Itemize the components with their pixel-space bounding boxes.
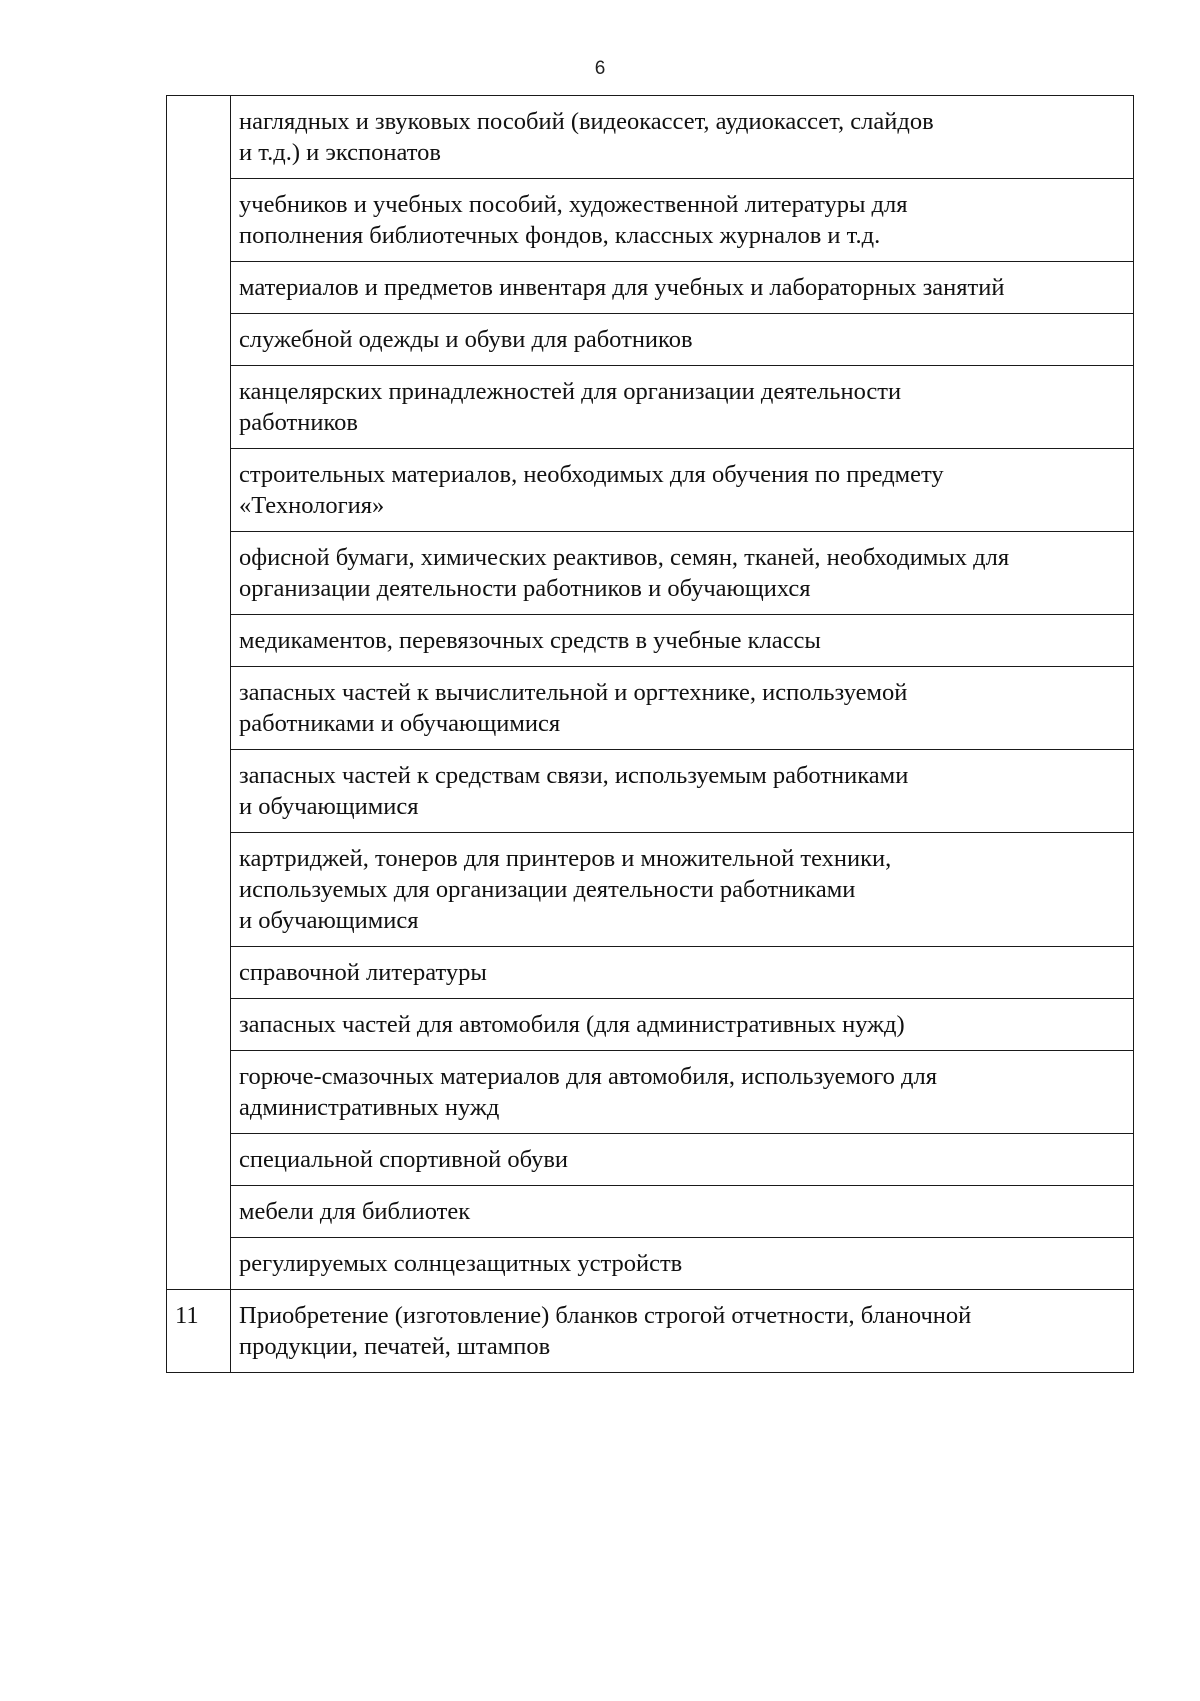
row-description-cell <box>231 1134 1134 1186</box>
row-description-line: регулируемых солнцезащитных устройств <box>239 1250 683 1277</box>
row-description-line: и т.д.) и экспонатов <box>239 139 441 166</box>
page-number: 6 <box>594 58 606 79</box>
row-description-line: запасных частей к вычислительной и оргтехнике, используемой <box>239 679 908 706</box>
row-description-line: медикаментов, перевязочных средств в учебные классы <box>239 627 821 654</box>
row-description-line: учебников и учебных пособий, художественной литературы для <box>239 191 908 218</box>
row-description-cell <box>231 1186 1134 1238</box>
table-row <box>167 947 1134 999</box>
row-description-line: работников <box>239 409 358 436</box>
row-description-cell <box>231 96 1134 179</box>
row-number-cell-empty <box>167 96 231 1290</box>
table-row <box>167 1186 1134 1238</box>
row-description-cell <box>231 1051 1134 1134</box>
table-row <box>167 366 1134 449</box>
row-description-line: и обучающимися <box>239 907 419 934</box>
row-description-line: мебели для библиотек <box>239 1198 471 1225</box>
row-description-line: наглядных и звуковых пособий (видеокассет, аудиокассет, слайдов <box>239 108 934 135</box>
row-description-line: административных нужд <box>239 1094 500 1121</box>
row-description-cell <box>231 532 1134 615</box>
table-row <box>167 750 1134 833</box>
row-description-cell <box>231 833 1134 947</box>
row-description-line: канцелярских принадлежностей для организации деятельности <box>239 378 902 405</box>
items-table-body <box>167 96 1134 1373</box>
table-row <box>167 262 1134 314</box>
row-description-cell <box>231 615 1134 667</box>
row-description-line: запасных частей для автомобиля (для административных нужд) <box>239 1011 905 1038</box>
row-description-line: Приобретение (изготовление) бланков строгой отчетности, бланочной <box>239 1302 972 1329</box>
table-row <box>167 449 1134 532</box>
row-description-line: офисной бумаги, химических реактивов, семян, тканей, необходимых для <box>239 544 1010 571</box>
row-description-line: организации деятельности работников и обучающихся <box>239 575 811 602</box>
row-description-cell <box>231 262 1134 314</box>
table-row <box>167 833 1134 947</box>
row-description-line: запасных частей к средствам связи, используемым работниками <box>239 762 909 789</box>
row-description-cell <box>231 750 1134 833</box>
row-description-cell <box>231 667 1134 750</box>
row-description-line: работниками и обучающимися <box>239 710 561 737</box>
table-row <box>167 96 1134 179</box>
table-row <box>167 615 1134 667</box>
table-row <box>167 1290 1134 1373</box>
row-description-cell <box>231 1290 1134 1373</box>
row-description-cell <box>231 314 1134 366</box>
table-row <box>167 999 1134 1051</box>
row-description-line: специальной спортивной обуви <box>239 1146 569 1173</box>
row-description-line: «Технология» <box>239 492 385 519</box>
row-description-cell <box>231 999 1134 1051</box>
table-row <box>167 1238 1134 1290</box>
row-description-line: материалов и предметов инвентаря для учебных и лабораторных занятий <box>239 274 1005 301</box>
table-row <box>167 1134 1134 1186</box>
row-description-line: продукции, печатей, штампов <box>239 1333 551 1360</box>
row-description-line: справочной литературы <box>239 959 487 986</box>
row-description-cell <box>231 947 1134 999</box>
row-description-line: картриджей, тонеров для принтеров и множительной техники, <box>239 845 892 872</box>
row-description-line: и обучающимися <box>239 793 419 820</box>
row-description-line: служебной одежды и обуви для работников <box>239 326 693 353</box>
items-table <box>166 95 1134 1373</box>
row-number-cell: 11 <box>167 1290 231 1373</box>
row-description-line: используемых для организации деятельности работниками <box>239 876 856 903</box>
row-description-cell <box>231 449 1134 532</box>
row-description-line: строительных материалов, необходимых для обучения по предмету <box>239 461 944 488</box>
table-row <box>167 314 1134 366</box>
row-description-cell <box>231 1238 1134 1290</box>
row-description-line: горюче-смазочных материалов для автомобиля, используемого для <box>239 1063 938 1090</box>
row-description-cell <box>231 179 1134 262</box>
row-description-cell <box>231 366 1134 449</box>
row-description-line: пополнения библиотечных фондов, классных журналов и т.д. <box>239 222 881 249</box>
table-row <box>167 179 1134 262</box>
table-row <box>167 532 1134 615</box>
table-row <box>167 1051 1134 1134</box>
table-row <box>167 667 1134 750</box>
